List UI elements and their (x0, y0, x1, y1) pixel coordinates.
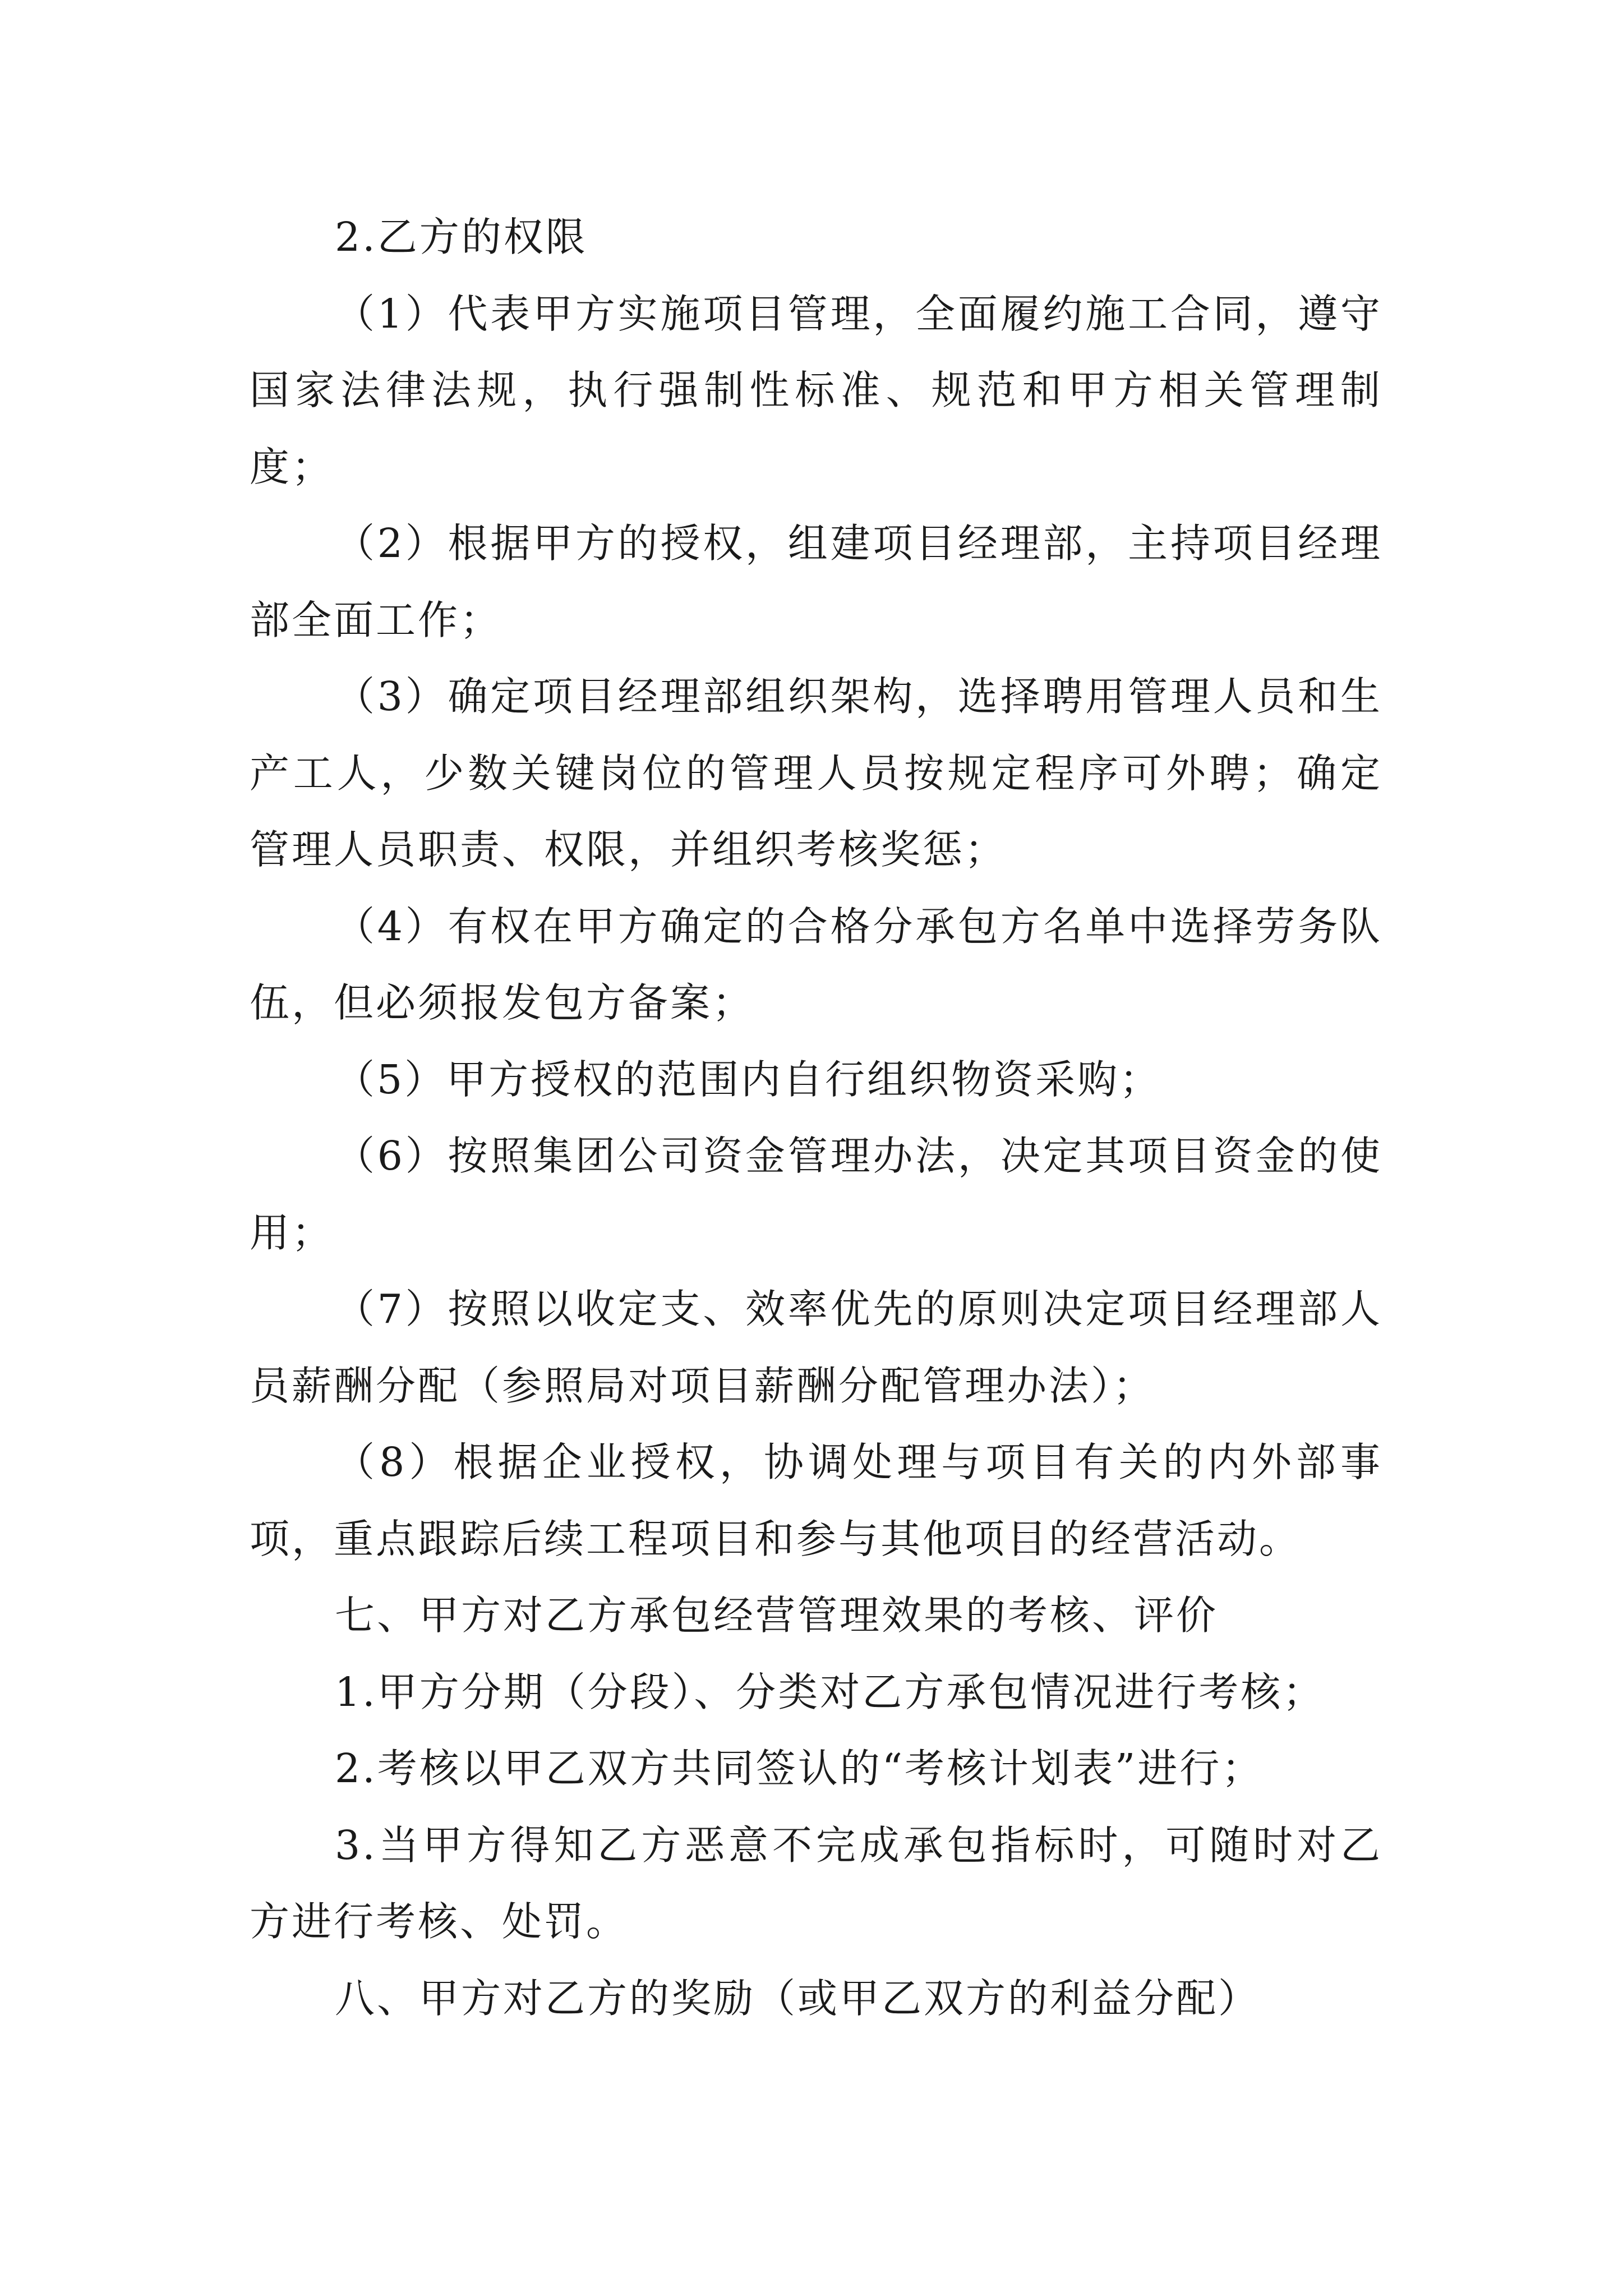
section-heading-seven: 七、甲方对乙方承包经营管理效果的考核、评价 (335, 1592, 1219, 1639)
paragraph-assessment-2: 2.考核以甲乙双方共同签认的“考核计划表”进行； (335, 1745, 1264, 1792)
paragraph-item-8: （8）根据企业授权，协调处理与项目有关的内外部事项，重点跟踪后续工程项目和参与其他项目的经营活动。 (250, 1439, 1382, 1562)
paragraph-item-5: （5）甲方授权的范围内自行组织物资采购； (335, 1056, 1162, 1103)
paragraph-assessment-1: 1.甲方分期（分段）、分类对乙方承包情况进行考核； (335, 1668, 1325, 1715)
paragraph-item-4: （4）有权在甲方确定的合格分承包方名单中选择劳务队伍，但必须报发包方备案； (250, 903, 1382, 1026)
paragraph-assessment-3: 3.当甲方得知乙方恶意不完成承包指标时，可随时对乙方进行考核、处罚。 (250, 1821, 1382, 1945)
paragraph-item-6: （6）按照集团公司资金管理办法，决定其项目资金的使用； (250, 1133, 1382, 1256)
paragraph-item-3: （3）确定项目经理部组织架构，选择聘用管理人员和生产工人，少数关键岗位的管理人员按规定程序可外聘；确定管理人员职责、权限，并组织考核奖惩； (250, 673, 1382, 873)
document-body (250, 199, 1382, 2037)
paragraph-item-7: （7）按照以收定支、效率优先的原则决定项目经理部人员薪酬分配（参照局对项目薪酬分配管理办法）； (250, 1286, 1382, 1409)
paragraph-item-1: （1）代表甲方实施项目管理，全面履约施工合同，遵守国家法律法规，执行强制性标准、规范和甲方相关管理制度； (250, 290, 1382, 490)
paragraph-item-2: （2）根据甲方的授权，组建项目经理部，主持项目经理部全面工作； (250, 520, 1382, 643)
section-heading-eight: 八、甲方对乙方的奖励（或甲乙双方的利益分配） (335, 1975, 1261, 2022)
paragraph-heading-party-b-authority: 2.乙方的权限 (335, 214, 588, 260)
